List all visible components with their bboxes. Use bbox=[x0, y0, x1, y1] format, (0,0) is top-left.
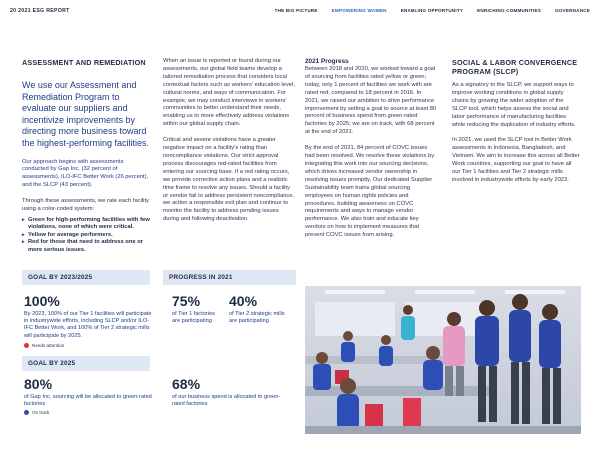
progress-metric-spend bbox=[172, 376, 292, 408]
goal-2025-header: GOAL BY 2025 bbox=[22, 356, 150, 371]
nav-item-enriching-communities[interactable]: ENRICHING COMMUNITIES bbox=[477, 8, 542, 13]
assessment-column bbox=[22, 58, 150, 254]
progress-column bbox=[305, 58, 437, 240]
top-nav bbox=[275, 8, 590, 13]
body-paragraph: Through these assessments, we rate each facility using a color-coded system: bbox=[22, 198, 149, 213]
nav-item-big-picture[interactable]: THE BIG PICTURE bbox=[274, 8, 318, 13]
body-paragraph: By the end of 2021, 84 percent of COVC issues had been resolved. We resolve these violations by integrating this work into our sourcing decisions, which drives increased vendor ownership in resolving issues promptly. Our dedicated Supplier Sustainability team trains global sourcing employees on human rights policies and procedures, building awareness on COVC requirements and ways to manage vendor performance. We also train and educate key vendors on how to implement measures that prevent COVC issues from arising. bbox=[305, 145, 435, 239]
body-paragraph: When an issue is reported or found during our assessments, our global field teams develop a tailored remediation process that considers local contextual factors such as workers' education level, cultural norms, and ways of communication. For example, we may conduct interviews in workers' communities to better understand their needs, enabling us to more effectively address violations within our global supply chain. bbox=[163, 58, 295, 128]
status-badge bbox=[24, 410, 49, 415]
nav-item-empowering-women[interactable]: EMPOWERING WOMEN bbox=[331, 8, 387, 13]
status-label: On track bbox=[32, 410, 50, 415]
section-heading: 2021 Progress bbox=[305, 58, 349, 65]
nav-item-governance[interactable]: GOVERNANCE bbox=[555, 8, 590, 13]
metric-description: of our business spend is allocated to green-rated factories bbox=[172, 394, 281, 408]
metric-value: 68% bbox=[172, 376, 201, 392]
progress-metric-tier1 bbox=[172, 293, 224, 325]
lead-paragraph: We use our Assessment and Remediation Program to evaluate our suppliers and incentivize improvements by directing more business toward the highest-performing facilities. bbox=[22, 80, 150, 148]
list-item: ▸ Yellow for average performers. bbox=[22, 232, 150, 239]
body-paragraph: As a signatory to the SLCP, we support ways to improve working conditions in global supply chains by growing the wider adoption of the SLCP tool, which helps assess the social and labor performance of manufacturing facilities while reducing the duplication of industry efforts. bbox=[452, 82, 576, 128]
report-header bbox=[0, 0, 600, 22]
status-label: Needs attention bbox=[32, 343, 65, 348]
section-heading: SOCIAL & LABOR CONVERGENCE PROGRAM (SLCP) bbox=[452, 58, 578, 76]
section-heading: ASSESSMENT AND REMEDIATION bbox=[22, 58, 146, 67]
body-paragraph: In 2021, we used the SLCP tool in Better Work assessments in Indonesia, Bangladesh, and Vietnam. We aim to increase this across all Better Work countries, supporting our goal to have all our Tier 1 facilities and Tier 2 strategic mills involved in industrywide efforts by early 2023. bbox=[452, 137, 580, 183]
progress-header: PROGRESS IN 2021 bbox=[163, 270, 296, 285]
list-item: ▸ Green for high-performing facilities with few violations, none of which were critical. bbox=[22, 217, 150, 232]
status-dot-icon bbox=[24, 343, 29, 348]
metric-value: 80% bbox=[24, 376, 53, 392]
progress-metric-tier2 bbox=[229, 293, 289, 325]
nav-item-enabling-opportunity[interactable]: ENABLING OPPORTUNITY bbox=[400, 8, 464, 13]
metric-description: of Gap Inc. sourcing will be allocated to green-rated factories bbox=[24, 394, 152, 408]
slcp-column bbox=[452, 58, 580, 185]
metric-description: of Tier 1 factories are participating bbox=[172, 311, 215, 325]
remediation-column bbox=[163, 58, 296, 224]
metric-value: 40% bbox=[229, 293, 258, 309]
body-paragraph: Critical and severe violations have a greater negative impact on a facility's rating than noncompliance violations. Our strict approval process discourages red-rated facilities from entering our sourcing base. If a red rating occurs, we provide corrective action plans and a realistic time frame to resolve any issues. Should a facility or vendor fail to address persistent noncompliance, we action a responsible exit plan and continue to monitor the facility to address pending issues during and following deactivation. bbox=[163, 137, 295, 223]
body-paragraph: Between 2018 and 2020, we worked toward a goal of sourcing from facilities rated yellow or green; today, only 1 percent of facilities we work with are rated red, compared to 18 percent in 2016. In 2021, we raised our ambition to drive performance improvement by setting a goal to source at least 80 percent of business spend from green-rated factories by 2025; we are on track, with 68 percent at the end of 2021. bbox=[305, 66, 437, 136]
factory-workers-photo-illustration bbox=[305, 286, 581, 434]
goal-2023-metric bbox=[24, 293, 156, 340]
list-item: ▸ Red for those that need to address one or more serious issues. bbox=[22, 239, 150, 254]
rating-list bbox=[22, 217, 150, 254]
status-badge bbox=[24, 343, 64, 348]
factory-workers-photo bbox=[305, 286, 581, 434]
goal-2023-header: GOAL BY 2023/2025 bbox=[22, 270, 150, 285]
metric-description: By 2023, 100% of our Tier 1 facilities will participate in industrywide efforts, including SLCP and/or ILO-IFC Better Work, and 100% of Tier 2 strategic mills will participate by 2025. bbox=[24, 311, 152, 339]
page-label: 20 2021 ESG REPORT bbox=[10, 8, 70, 14]
metric-description: of Tier 2 strategic mills are participating bbox=[229, 311, 285, 325]
metric-value: 75% bbox=[172, 293, 201, 309]
status-dot-icon bbox=[24, 410, 29, 415]
goal-2025-metric bbox=[24, 376, 152, 408]
metric-value: 100% bbox=[24, 293, 60, 309]
body-paragraph: Our approach begins with assessments conducted by Gap Inc. (32 percent of assessments), ILO-IFC Better Work (26 percent), and the SLCP (43 percent). bbox=[22, 158, 149, 189]
